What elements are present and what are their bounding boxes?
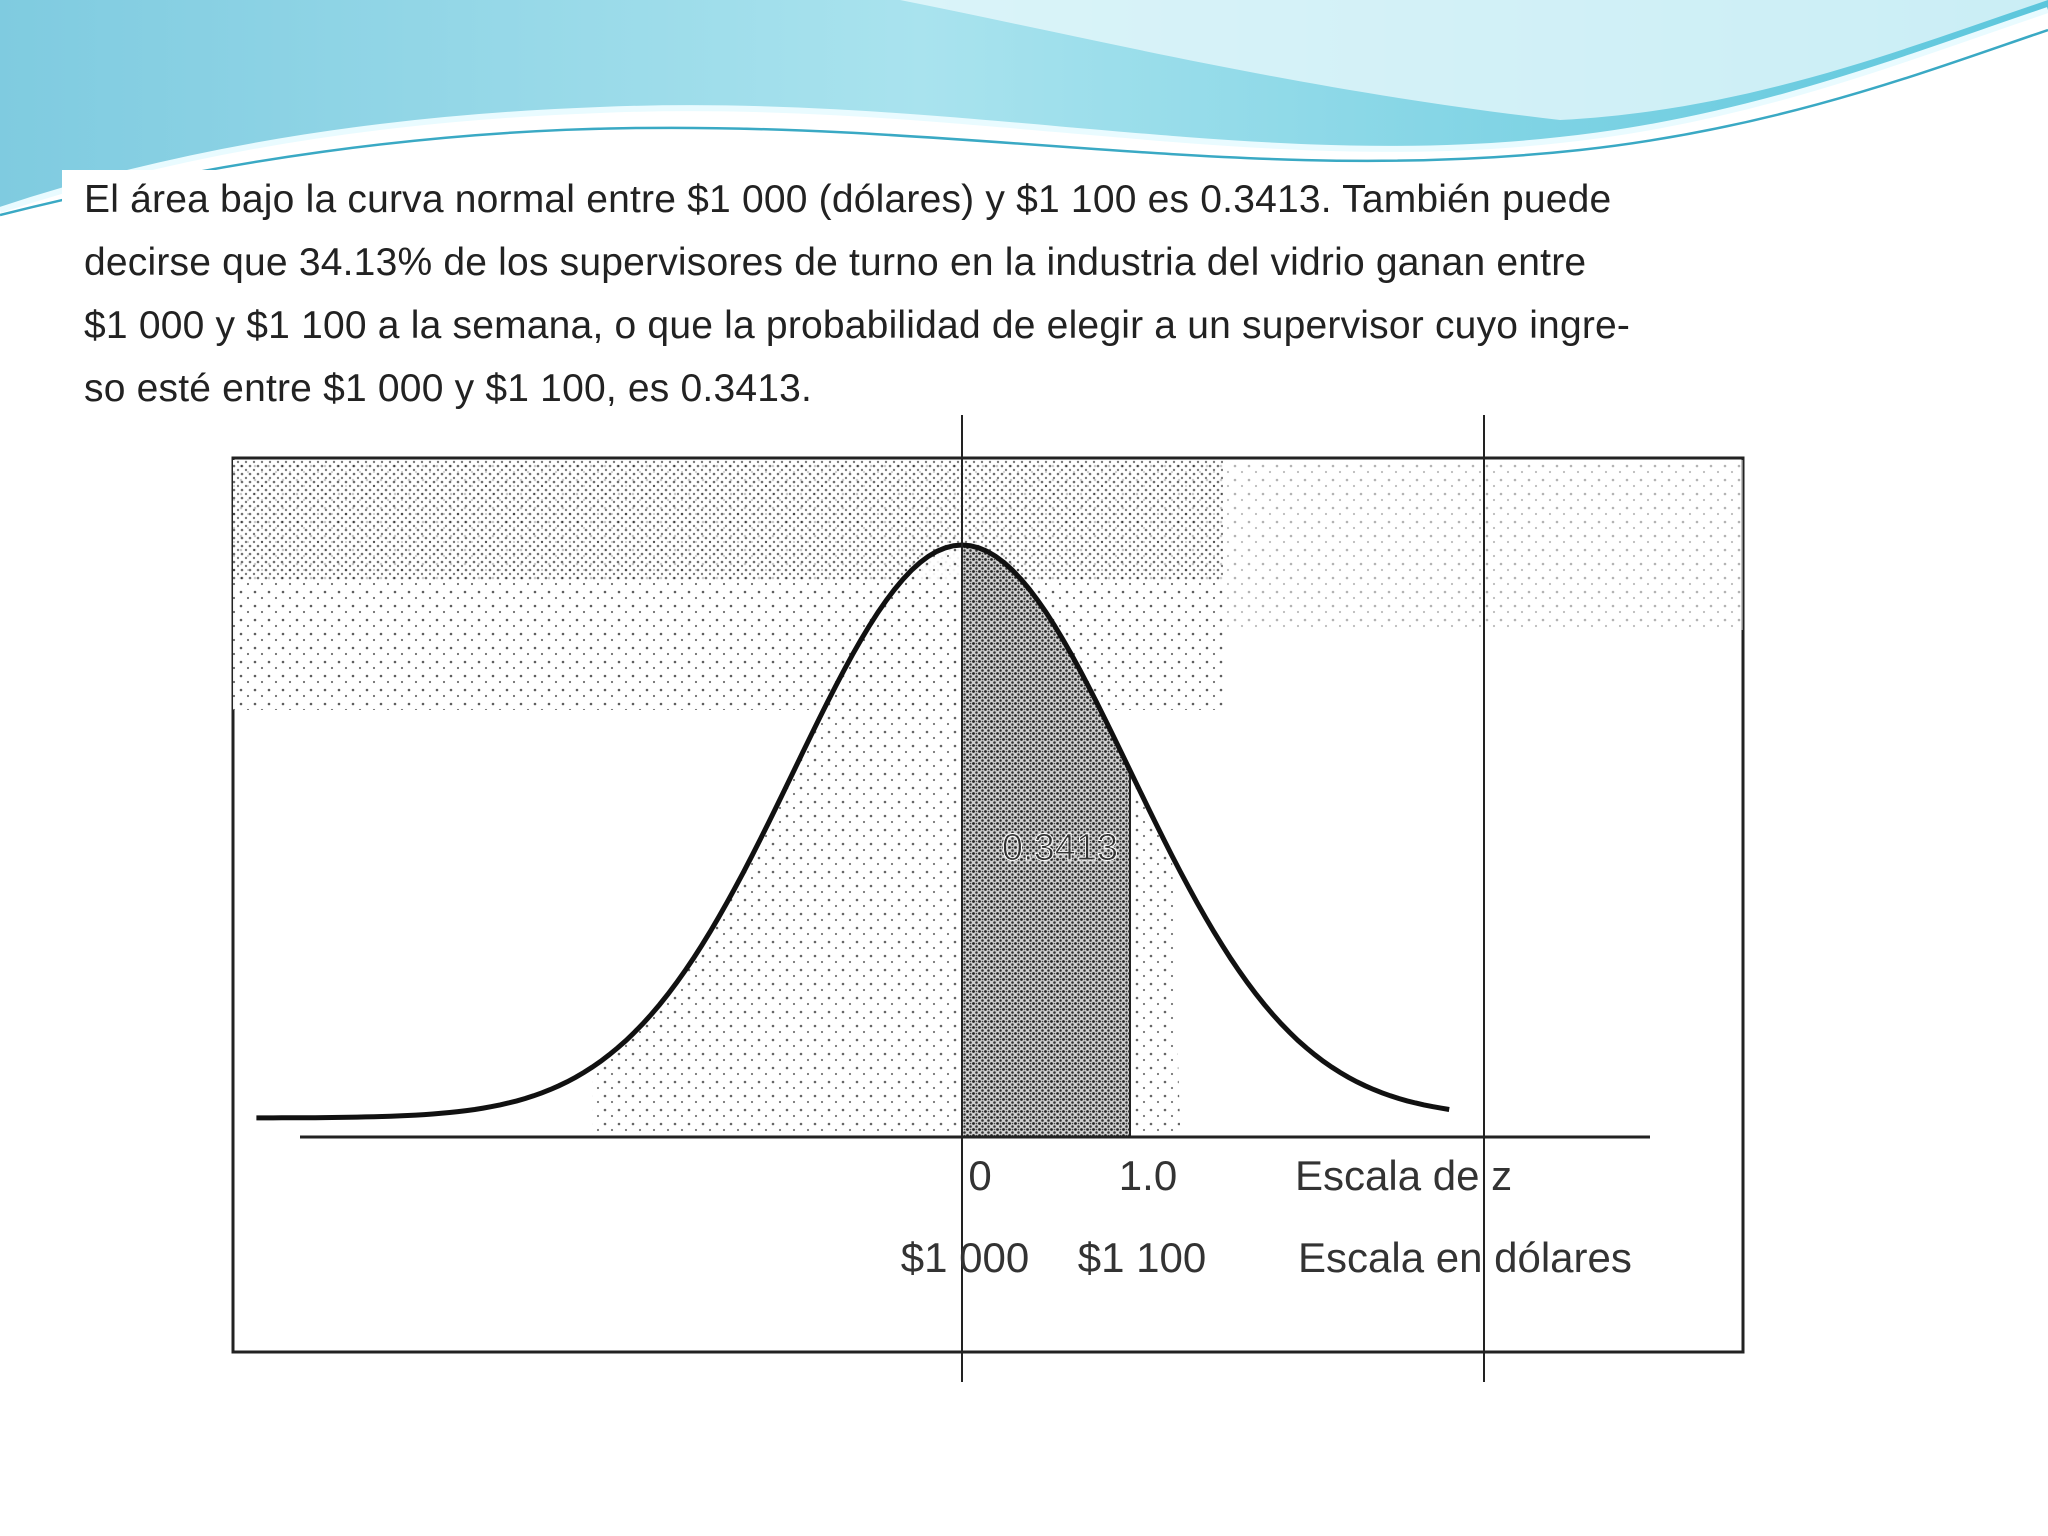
paragraph-line-1: El área bajo la curva normal entre $1 000 (dólares) y $1 100 es 0.3413. También puede <box>84 178 1612 221</box>
z-tick-1: 1.0 <box>1118 1152 1178 1199</box>
dollar-tick-0: $1 000 <box>900 1234 1030 1281</box>
dollar-scale-label: Escala en dólares <box>1298 1234 1632 1281</box>
paragraph-line-2: decirse que 34.13% de los supervisores de turno en la industria del vidrio ganan entre <box>84 241 1587 284</box>
z-tick-0: 0 <box>968 1152 992 1199</box>
dollar-tick-1: $1 100 <box>1077 1234 1207 1281</box>
paragraph-line-4: so esté entre $1 000 y $1 100, es 0.3413. <box>84 367 813 410</box>
area-label: 0.3413 <box>1001 827 1119 869</box>
z-scale-label: Escala de z <box>1295 1152 1513 1199</box>
speckle-band-left-dense <box>233 460 1223 580</box>
paragraph-line-3: $1 000 y $1 100 a la semana, o que la probabilidad de elegir a un supervisor cuyo ingre- <box>84 304 1631 347</box>
